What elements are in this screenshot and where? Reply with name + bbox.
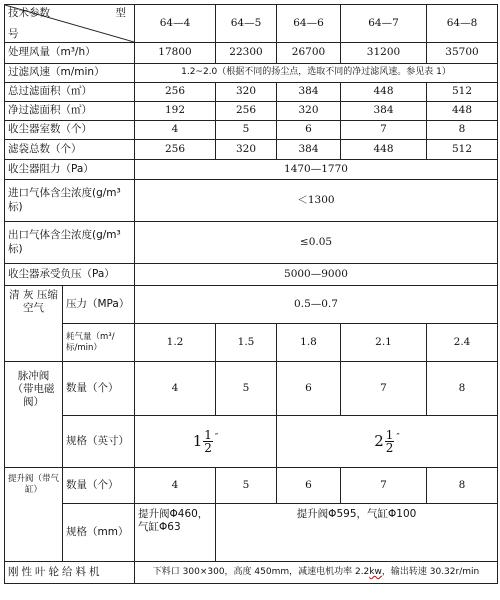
row-bags bbox=[5, 140, 498, 160]
row-air-volume bbox=[5, 43, 498, 64]
model-64-6: 64—6 bbox=[277, 5, 341, 43]
inlet-concentration-label: 进口气体含尘浓度(g/m³标) bbox=[5, 180, 135, 222]
bags-label: 滤袋总数（个） bbox=[5, 140, 135, 160]
row-lift-valve-qty bbox=[5, 468, 498, 504]
air-volume-label: 处理风量（m³/h） bbox=[5, 43, 135, 64]
cleaning-pressure-label: 压力（MPa） bbox=[63, 286, 135, 324]
chambers-label: 收尘器室数（个） bbox=[5, 121, 135, 140]
air-volume-value: 17800 bbox=[135, 43, 216, 64]
row-cleaning-pressure bbox=[5, 286, 498, 324]
filter-speed-label: 过滤风速（m/min） bbox=[5, 64, 135, 83]
row-feeder bbox=[5, 562, 498, 584]
feeder-value-suffix: ，输出转速 30.32r/min bbox=[381, 566, 480, 577]
fraction-whole: 2 bbox=[374, 432, 384, 451]
pulse-valve-qty-value: 6 bbox=[277, 362, 341, 416]
row-lift-valve-spec bbox=[5, 504, 498, 562]
chambers-value: 6 bbox=[277, 121, 341, 140]
air-consumption-value: 1.8 bbox=[277, 324, 341, 362]
spec-table bbox=[4, 4, 498, 584]
bags-value: 512 bbox=[427, 140, 498, 160]
net-area-value: 256 bbox=[216, 102, 277, 121]
cleaning-air-group-label: 清 灰 压缩空气 bbox=[5, 286, 63, 362]
feeder-value-kw: kw bbox=[369, 566, 382, 577]
fraction-denominator: 2 bbox=[204, 441, 212, 455]
total-area-value: 384 bbox=[277, 83, 341, 102]
pulse-valve-spec-label: 规格（英寸） bbox=[63, 416, 135, 468]
air-volume-value: 26700 bbox=[277, 43, 341, 64]
net-area-value: 320 bbox=[277, 102, 341, 121]
inch-mark: ″ bbox=[396, 433, 400, 443]
total-area-value: 320 bbox=[216, 83, 277, 102]
negative-pressure-label: 收尘器承受负压（Pa） bbox=[5, 264, 135, 286]
cleaning-pressure-value: 0.5—0.7 bbox=[135, 286, 498, 324]
fraction-two-and-half bbox=[374, 429, 400, 454]
bags-value: 320 bbox=[216, 140, 277, 160]
chambers-value: 4 bbox=[135, 121, 216, 140]
fraction-one-and-half bbox=[193, 429, 219, 454]
air-consumption-value: 2.4 bbox=[427, 324, 498, 362]
lift-valve-qty-value: 4 bbox=[135, 468, 216, 504]
fraction-numerator: 1 bbox=[385, 428, 394, 442]
lift-valve-qty-value: 6 bbox=[277, 468, 341, 504]
pulse-valve-qty-value: 7 bbox=[341, 362, 427, 416]
net-area-value: 192 bbox=[135, 102, 216, 121]
air-volume-value: 22300 bbox=[216, 43, 277, 64]
param-header-label: 技术参数 bbox=[8, 7, 50, 19]
fraction-whole: 1 bbox=[192, 432, 203, 451]
resistance-label: 收尘器阻力（Pa） bbox=[5, 160, 135, 180]
pulse-valve-spec-b bbox=[277, 416, 498, 468]
lift-valve-group-label: 提升阀（带气缸） bbox=[5, 468, 63, 562]
model-header-label-1: 型 bbox=[115, 7, 126, 19]
air-volume-value: 31200 bbox=[341, 43, 427, 64]
feeder-label: 刚性叶轮给料机 bbox=[5, 562, 135, 584]
lift-valve-spec-a: 提升阀Φ460，气缸Φ63 bbox=[135, 504, 216, 562]
lift-valve-spec-label: 规格（mm） bbox=[63, 504, 135, 562]
bags-value: 256 bbox=[135, 140, 216, 160]
diagonal-header-cell bbox=[5, 5, 135, 43]
lift-valve-spec-b: 提升阀Φ595，气缸Φ100 bbox=[216, 504, 498, 562]
lift-valve-qty-value: 8 bbox=[427, 468, 498, 504]
feeder-value-prefix: 下料口 300×300，高度 450mm，减速电机功率 2.2 bbox=[152, 566, 370, 577]
air-volume-value: 35700 bbox=[427, 43, 498, 64]
inlet-concentration-value: ＜1300 bbox=[135, 180, 498, 222]
row-pulse-valve-qty bbox=[5, 362, 498, 416]
air-consumption-value: 2.1 bbox=[341, 324, 427, 362]
total-area-value: 512 bbox=[427, 83, 498, 102]
fraction-denominator: 2 bbox=[385, 441, 394, 455]
header-row bbox=[5, 5, 498, 43]
bags-value: 448 bbox=[341, 140, 427, 160]
pulse-valve-qty-value: 4 bbox=[135, 362, 216, 416]
fraction-numerator: 1 bbox=[204, 428, 212, 442]
pulse-valve-qty-value: 8 bbox=[427, 362, 498, 416]
row-inlet-concentration bbox=[5, 180, 498, 222]
pulse-valve-group-label: 脉冲阀（带电磁阀） bbox=[5, 362, 63, 468]
total-area-value: 448 bbox=[341, 83, 427, 102]
chambers-value: 5 bbox=[216, 121, 277, 140]
air-consumption-value: 1.2 bbox=[135, 324, 216, 362]
model-64-7: 64—7 bbox=[341, 5, 427, 43]
bags-value: 384 bbox=[277, 140, 341, 160]
lift-valve-qty-value: 5 bbox=[216, 468, 277, 504]
pulse-valve-spec-a bbox=[135, 416, 277, 468]
model-64-8: 64—8 bbox=[427, 5, 498, 43]
lift-valve-qty-value: 7 bbox=[341, 468, 427, 504]
chambers-value: 7 bbox=[341, 121, 427, 140]
outlet-concentration-value: ≤0.05 bbox=[135, 222, 498, 264]
model-64-4: 64—4 bbox=[135, 5, 216, 43]
chambers-value: 8 bbox=[427, 121, 498, 140]
row-chambers bbox=[5, 121, 498, 140]
resistance-value: 1470—1770 bbox=[135, 160, 498, 180]
feeder-value bbox=[135, 562, 498, 584]
inch-mark: ″ bbox=[214, 433, 219, 443]
net-area-value: 384 bbox=[341, 102, 427, 121]
row-total-area bbox=[5, 83, 498, 102]
pulse-valve-qty-value: 5 bbox=[216, 362, 277, 416]
net-area-value: 448 bbox=[427, 102, 498, 121]
air-consumption-label: 耗气量（m³/标/min） bbox=[63, 324, 135, 362]
row-net-area bbox=[5, 102, 498, 121]
filter-speed-value: 1.2~2.0（根据不同的扬尘点，选取不同的净过滤风速。参见表 1） bbox=[135, 64, 498, 83]
row-pulse-valve-spec bbox=[5, 416, 498, 468]
pulse-valve-qty-label: 数量（个） bbox=[63, 362, 135, 416]
outlet-concentration-label: 出口气体含尘浓度(g/m³标) bbox=[5, 222, 135, 264]
total-area-label: 总过滤面积（㎡） bbox=[5, 83, 135, 102]
air-consumption-value: 1.5 bbox=[216, 324, 277, 362]
negative-pressure-value: 5000—9000 bbox=[135, 264, 498, 286]
row-air-consumption bbox=[5, 324, 498, 362]
row-outlet-concentration bbox=[5, 222, 498, 264]
lift-valve-qty-label: 数量（个） bbox=[63, 468, 135, 504]
row-resistance bbox=[5, 160, 498, 180]
row-filter-speed bbox=[5, 64, 498, 83]
row-negative-pressure bbox=[5, 264, 498, 286]
total-area-value: 256 bbox=[135, 83, 216, 102]
model-header-label-2: 号 bbox=[8, 27, 19, 40]
net-area-label: 净过滤面积（㎡） bbox=[5, 102, 135, 121]
model-64-5: 64—5 bbox=[216, 5, 277, 43]
